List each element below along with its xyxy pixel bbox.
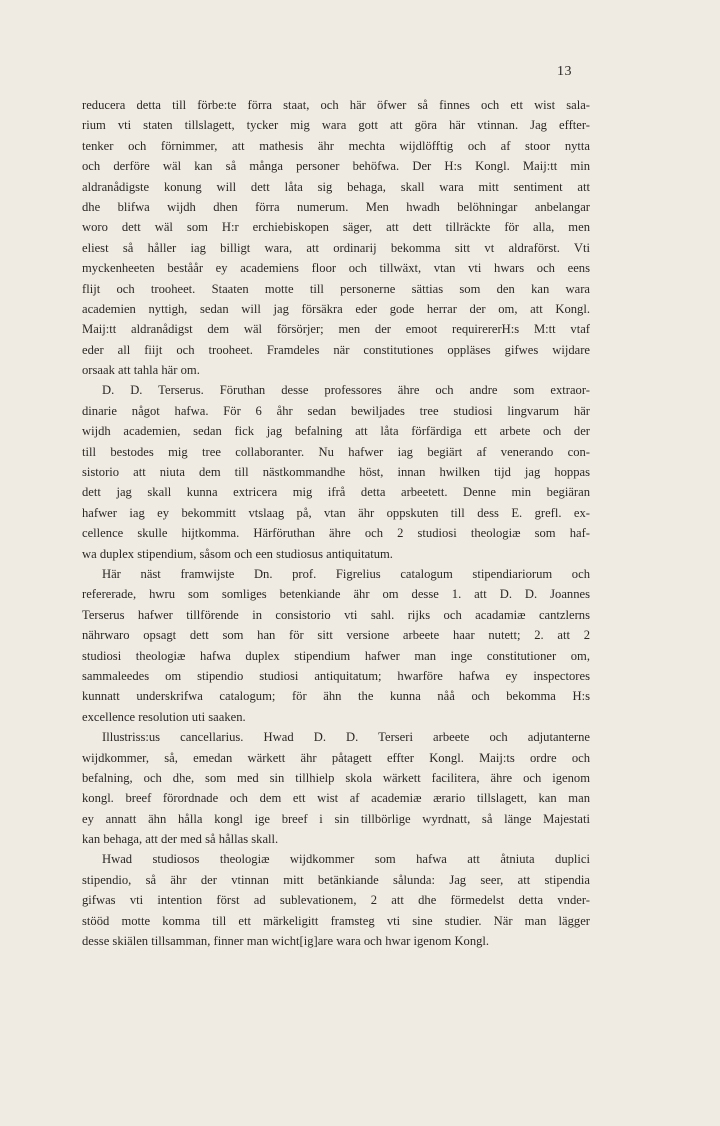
page-number: 13 [557, 64, 572, 79]
text-line: studiosi theologiæ hafwa duplex stipendium hafwer man inge constitutioner om, [82, 648, 590, 663]
paragraph [82, 564, 590, 727]
text-line: flijt och trooheet. Staaten motte till personerne sättias som den kan wara [82, 281, 590, 296]
text-line: wijdkommer, så, emedan wärkett ähr påtagett effter Kongl. Maij:ts ordre och [82, 750, 590, 765]
text-line: Maij:tt aldranådigst dem wäl försörjer; men der emoot requirererH:s M:tt vtaf [82, 322, 590, 337]
text-line: kunnatt underskrifwa catalogum; för ähn the kunna nåå och bekomma H:s [82, 689, 590, 704]
text-line: myckenheeten beståår ey academiens floor och tillwäxt, vtan vti hwars och eens [82, 261, 590, 276]
text-line: dett jag skall kunna extricera mig ifrå detta arbeetett. Denne min begiäran [82, 485, 590, 500]
paragraph [82, 380, 590, 564]
text-line: sammaleedes om stipendio studiosi antiquitatum; hwarföre hafwa ey inspectores [82, 668, 590, 683]
text-line: orsaak att tahla här om. [82, 363, 200, 378]
text-line: kan behaga, att der med så hållas skall. [82, 832, 279, 847]
text-line: cellence skulle hijtkomma. Härföruthan ähre och 2 studiosi theologiæ som haf- [82, 526, 590, 541]
text-line: sistorio att niuta dem till nästkommandhe höst, innan hwilken tijd jag hoppas [82, 465, 590, 480]
body-text [82, 95, 590, 951]
text-line: dinarie något hafwa. För 6 åhr sedan bewiljades tree studiosi lingvarum här [82, 403, 590, 418]
text-line: dhe blifwa wijdh dhen förra numerum. Men hwadh belöhningar anbelangar [82, 199, 590, 214]
text-line: befalning, och dhe, som med sin tillhielp skola wärkett facilitera, ähre och igenom [82, 770, 590, 785]
paragraph [82, 727, 590, 849]
text-line: Terserus hafwer tillförende in consistorio vti sahl. rijks och acadamiæ cantzlerns [82, 607, 590, 622]
text-line: academien nyttigh, sedan will jag försäkra eder gode herrar der om, att Kongl. [82, 301, 590, 316]
text-line: woro dett wäl som H:r erchiebiskopen säger, att dett tillräckte för alla, men [82, 220, 590, 235]
text-line: wijdh academien, sedan fick jag befalning att låta förfärdiga ett arbete och der [82, 424, 590, 439]
text-line: nährwaro opsagt dett som han för sitt versione arbeete haar nutett; 2. att 2 [82, 628, 590, 643]
text-line: D. D. Terserus. Föruthan desse professores ähre och andre som extraor- [102, 383, 590, 398]
text-line: hafwer iag ey bekommitt vtslaag på, vtan ähr oppskuten till dess E. grefl. ex- [82, 505, 590, 520]
text-line: stipendio, så ähr der vtinnan mitt betänkiande sålunda: Jag seer, att stipendia [82, 872, 590, 887]
text-line: Hwad studiosos theologiæ wijdkommer som hafwa att åtniuta duplici [102, 852, 590, 867]
text-line: wa duplex stipendium, såsom och een studiosus antiquitatum. [82, 546, 393, 561]
text-line: eliest så håller iag billigt wara, att ordinarij bekomma sitt vt aldraförst. Vti [82, 240, 590, 255]
text-line: gifwas vti intention först ad sublevationem, 2 att dhe förmedelst detta vnder- [82, 893, 590, 908]
text-line: och derföre wäl kan så många personer behöfwa. Der H:s Kongl. Maij:tt min [82, 159, 590, 174]
text-line: ey annatt ähn hålla kongl ige breef i sin tillbörlige wyrdnatt, så länge Majestati [82, 811, 590, 826]
text-line: rium vti staten tillslagett, tycker mig wara gott att göra här vtinnan. Jag effter- [82, 118, 590, 133]
text-line: Illustriss:us cancellarius. Hwad D. D. Terseri arbeete och adjutanterne [102, 730, 590, 745]
text-line: refererade, hwru som somliges betenkiande ähr om desse 1. att D. D. Joannes [82, 587, 590, 602]
text-line: desse skiälen tillsamman, finner man wicht[ig]are wara och hwar igenom Kongl. [82, 934, 490, 949]
text-line: eder all fiijt och trooheet. Framdeles när constitutiones oppläses gifwes wijdare [82, 342, 590, 357]
text-line: kongl. breef förordnade och dem ett wist af academiæ ærario tillslagett, kan man [82, 791, 590, 806]
text-line: Här näst framwijste Dn. prof. Figrelius catalogum stipendiariorum och [102, 566, 590, 581]
text-line: till bestodes mig tree collaboranter. Nu hafwer iag begiärt af venerando con- [82, 444, 590, 459]
text-line: excellence resolution uti saaken. [82, 709, 246, 724]
paragraph [82, 849, 590, 951]
paragraph [82, 95, 590, 380]
text-line: aldranådigste konung will dett låta sig behaga, skall wara mitt sentiment att [82, 179, 590, 194]
text-line: tenker och förnimmer, att mathesis ähr mechta wijdlöfftig och af stoor nytta [82, 138, 590, 153]
text-line: reducera detta till förbe:te förra staat, och här öfwer så finnes och ett wist sala- [82, 98, 590, 112]
text-line: stööd motte komma till ett märkeligitt framsteg vti sine studier. När man lägger [82, 913, 590, 928]
